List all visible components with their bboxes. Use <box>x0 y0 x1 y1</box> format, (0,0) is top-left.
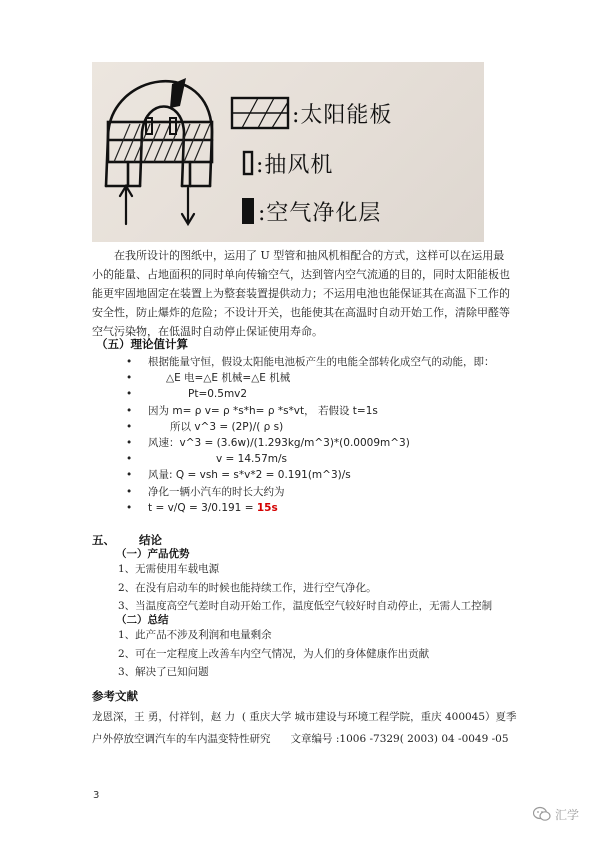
calc-line: • Pt=0.5mv2 <box>126 386 526 402</box>
reference-line-1: 龙恩深，王 勇，付祥钊，赵 力 ( 重庆大学 城市建设与环境工程学院，重庆 400045）夏季 <box>92 711 517 723</box>
calculation-list <box>126 354 526 516</box>
advantages-heading: （一）产品优势 <box>116 548 190 560</box>
reference-line-2: 户外停放空调汽车的车内温变特性研究 文章编号 :1006 -7329( 2003) 04 -0049 -05 <box>92 733 509 745</box>
summary-list <box>118 626 429 682</box>
legend-layer-label: :空气净化层 <box>258 201 382 226</box>
advantages-list <box>118 560 492 616</box>
calc-line: • v = 14.57m/s <box>126 451 526 467</box>
summary-item: 3、解决了已知问题 <box>118 666 209 678</box>
advantage-item: 2、在没有启动车的时候也能持续工作，进行空气净化。 <box>118 581 377 594</box>
calc-line: • 净化一辆小汽车的时长大约为 <box>126 484 526 500</box>
design-sketch-photo <box>92 62 484 242</box>
summary-item: 1、此产品不涉及利润和电量剩余 <box>118 629 272 641</box>
conclusion-heading: 五、 结论 <box>92 533 163 547</box>
legend-solar-label: :太阳能板 <box>292 103 393 128</box>
page-number: 3 <box>93 790 100 801</box>
calc-line: • 根据能量守恒，假设太阳能电池板产生的电能全部转化成空气的动能，即： <box>126 354 526 370</box>
watermark <box>533 804 579 824</box>
summary-heading: （二）总结 <box>116 614 169 626</box>
calc-line: • 因为 m= ρ v= ρ *s*h= ρ *s*vt， 若假设 t=1s <box>126 403 526 419</box>
section5-heading: （五）理论值计算 <box>96 337 188 351</box>
calc-result-value: 15s <box>256 501 278 514</box>
advantage-item: 3、当温度高空气差时自动开始工作，温度低空气较好时自动停止，无需人工控制 <box>118 600 493 612</box>
calc-result-line <box>126 500 526 516</box>
calc-line: • 所以 v^3 = (2P)/( ρ s) <box>126 419 526 435</box>
calc-line: • △E 电=△E 机械=△E 机械 <box>126 370 526 386</box>
advantage-item: 1、无需使用车载电源 <box>118 563 220 575</box>
intro-paragraph: 在我所设计的图纸中，运用了 U 型管和抽风机相配合的方式，这样可以在运用最小的能量、占地面积的同时单向传输空气，达到管内空气流通的目的，同时太阳能板也能更牢固地固定在装置上为整套装置提供动力；不运用电池也能保证其在高温下工作的安全性，防止爆炸的危险；不设计开关，也能使其在高温时自动开始工作，清除甲醛等空气污染物，在低温时自动停止保证使用寿命。 <box>92 249 510 338</box>
calc-line: • 风速：v^3 = (3.6w)/(1.293kg/m^3)*(0.0009m^3) <box>126 435 526 451</box>
wechat-icon <box>533 806 551 822</box>
reference-entry <box>92 706 552 750</box>
calc-line: • 风量: Q = vsh = s*v*2 = 0.191(m^3)/s <box>126 467 526 483</box>
legend-fan-label: :抽风机 <box>256 153 334 178</box>
summary-item: 2、可在一定程度上改善车内空气情况，为人们的身体健康作出贡献 <box>118 647 430 660</box>
references-heading: 参考文献 <box>92 689 138 703</box>
watermark-text: 汇学 <box>555 807 580 822</box>
calc-result-prefix: t = v/Q = 3/0.191 = <box>148 501 257 514</box>
